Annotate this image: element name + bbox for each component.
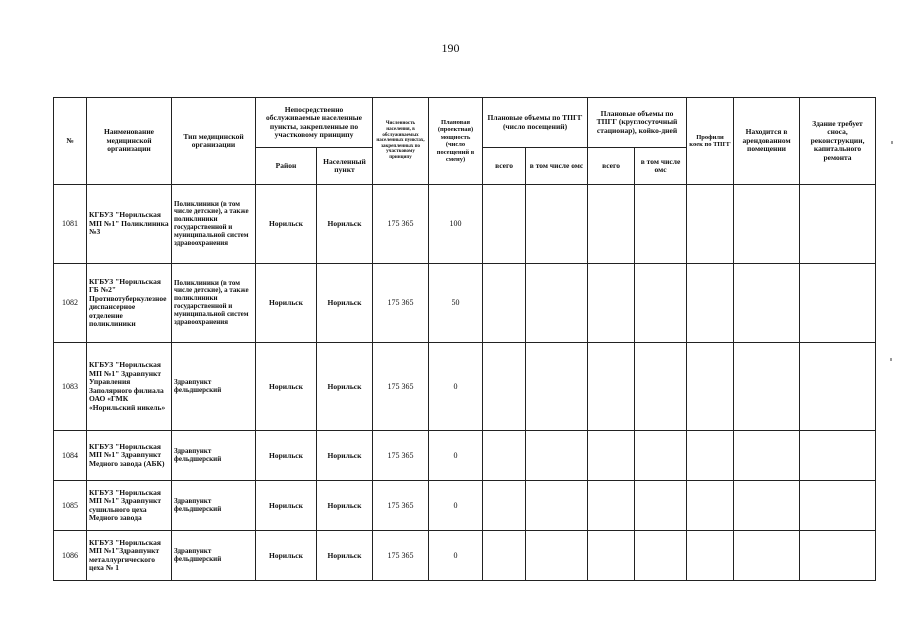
header-building: Здание требует сноса, реконструкции, капитального ремонта xyxy=(800,98,876,185)
beds-oms-cell xyxy=(635,531,687,581)
visits-total-cell xyxy=(483,481,526,531)
building-cell xyxy=(800,481,876,531)
page-number: 190 xyxy=(441,41,460,55)
table-body xyxy=(54,185,876,581)
capacity-cell: 0 xyxy=(429,343,483,431)
profiles-cell xyxy=(687,185,734,264)
profiles-cell xyxy=(687,264,734,343)
profiles-cell xyxy=(687,481,734,531)
population-cell: 175 365 xyxy=(373,431,429,481)
header-med-type: Тип медицинской организации xyxy=(172,98,256,185)
capacity-cell: 0 xyxy=(429,431,483,481)
row-number: 1081 xyxy=(54,185,87,264)
visits-oms-cell xyxy=(526,264,588,343)
leased-cell xyxy=(734,264,800,343)
beds-total-cell xyxy=(588,343,635,431)
scan-mark xyxy=(890,358,892,361)
row-number: 1082 xyxy=(54,264,87,343)
population-cell: 175 365 xyxy=(373,531,429,581)
district-cell: Норильск xyxy=(256,431,317,481)
med-type-cell: Здравпункт фельдшерский xyxy=(172,343,256,431)
building-cell xyxy=(800,185,876,264)
beds-oms-cell xyxy=(635,185,687,264)
district-cell: Норильск xyxy=(256,264,317,343)
settlement-cell: Норильск xyxy=(317,531,373,581)
visits-total-cell xyxy=(483,531,526,581)
header-org-name: Наименование медицинской организации xyxy=(87,98,172,185)
beds-oms-cell xyxy=(635,264,687,343)
settlement-cell: Норильск xyxy=(317,481,373,531)
header-population: Численность населения, в обслуживаемых населенных пунктах, закрепленных по участковому принципу xyxy=(373,98,429,185)
population-cell: 175 365 xyxy=(373,264,429,343)
row-number: 1083 xyxy=(54,343,87,431)
district-cell: Норильск xyxy=(256,185,317,264)
row-number: 1085 xyxy=(54,481,87,531)
visits-oms-cell xyxy=(526,481,588,531)
leased-cell xyxy=(734,431,800,481)
capacity-cell: 100 xyxy=(429,185,483,264)
header-visits-oms: в том числе омс xyxy=(526,148,588,185)
org-name-cell: КГБУЗ "Норильская ГБ №2" Противотуберкулезное диспансерное отделение поликлиники xyxy=(87,264,172,343)
org-name-cell: КГБУЗ "Норильская МП №1" Поликлиника №3 xyxy=(87,185,172,264)
header-settlement: Населенный пункт xyxy=(317,148,373,185)
building-cell xyxy=(800,264,876,343)
capacity-cell: 50 xyxy=(429,264,483,343)
beds-oms-cell xyxy=(635,431,687,481)
leased-cell xyxy=(734,531,800,581)
visits-total-cell xyxy=(483,264,526,343)
table-row xyxy=(54,481,876,531)
header-no: № xyxy=(54,98,87,185)
profiles-cell xyxy=(687,431,734,481)
med-type-cell: Поликлиники (в том числе детские), а также поликлиники государственной и муниципальной систем здравоохранения xyxy=(172,185,256,264)
beds-total-cell xyxy=(588,264,635,343)
capacity-cell: 0 xyxy=(429,531,483,581)
profiles-cell xyxy=(687,531,734,581)
table-row xyxy=(54,185,876,264)
visits-total-cell xyxy=(483,431,526,481)
capacity-cell: 0 xyxy=(429,481,483,531)
visits-total-cell xyxy=(483,185,526,264)
org-name-cell: КГБУЗ "Норильская МП №1" Здравпункт Управления Заполярного филиала ОАО «ГМК «Норильский никель» xyxy=(87,343,172,431)
district-cell: Норильск xyxy=(256,481,317,531)
row-number: 1086 xyxy=(54,531,87,581)
header-profiles: Профили коек по ТПГГ xyxy=(687,98,734,185)
building-cell xyxy=(800,431,876,481)
row-number: 1084 xyxy=(54,431,87,481)
settlement-cell: Норильск xyxy=(317,185,373,264)
beds-total-cell xyxy=(588,531,635,581)
header-leased: Находится в арендованном помещении xyxy=(734,98,800,185)
population-cell: 175 365 xyxy=(373,185,429,264)
district-cell: Норильск xyxy=(256,343,317,431)
header-capacity: Плановая (проектная) мощность (число посещений в смену) xyxy=(429,98,483,185)
med-type-cell: Здравпункт фельдшерский xyxy=(172,481,256,531)
building-cell xyxy=(800,531,876,581)
header-tpgg-beds: Плановые объемы по ТПГГ (круглосуточный стационар), койко-дней xyxy=(588,98,687,148)
org-name-cell: КГБУЗ "Норильская МП №1" Здравпункт сушильного цеха Медного завода xyxy=(87,481,172,531)
header-beds-oms: в том числе омс xyxy=(635,148,687,185)
table-row xyxy=(54,343,876,431)
med-type-cell: Здравпункт фельдшерский xyxy=(172,531,256,581)
settlement-cell: Норильск xyxy=(317,264,373,343)
header-visits-total: всего xyxy=(483,148,526,185)
org-name-cell: КГБУЗ "Норильская МП №1" Здравпункт Медного завода (АБК) xyxy=(87,431,172,481)
header-beds-total: всего xyxy=(588,148,635,185)
visits-oms-cell xyxy=(526,531,588,581)
settlement-cell: Норильск xyxy=(317,343,373,431)
district-cell: Норильск xyxy=(256,531,317,581)
leased-cell xyxy=(734,481,800,531)
visits-oms-cell xyxy=(526,185,588,264)
table-row xyxy=(54,264,876,343)
visits-oms-cell xyxy=(526,431,588,481)
profiles-cell xyxy=(687,343,734,431)
header-tpgg-visits: Плановые объемы по ТПГГ (число посещений) xyxy=(483,98,588,148)
beds-total-cell xyxy=(588,481,635,531)
header-served-settlements: Непосредственно обслуживаемые населенные пункты, закрепленные по участковому принципу xyxy=(256,98,373,148)
header-district: Район xyxy=(256,148,317,185)
beds-oms-cell xyxy=(635,481,687,531)
org-name-cell: КГБУЗ "Норильская МП №1"Здравпункт металлургического цеха № 1 xyxy=(87,531,172,581)
scan-mark xyxy=(891,141,893,144)
med-type-cell: Здравпункт фельдшерский xyxy=(172,431,256,481)
population-cell: 175 365 xyxy=(373,343,429,431)
table-row xyxy=(54,531,876,581)
population-cell: 175 365 xyxy=(373,481,429,531)
leased-cell xyxy=(734,185,800,264)
beds-total-cell xyxy=(588,185,635,264)
leased-cell xyxy=(734,343,800,431)
beds-oms-cell xyxy=(635,343,687,431)
visits-total-cell xyxy=(483,343,526,431)
building-cell xyxy=(800,343,876,431)
table-row xyxy=(54,431,876,481)
med-type-cell: Поликлиники (в том числе детские), а также поликлиники государственной и муниципальной систем здравоохранения xyxy=(172,264,256,343)
medical-organizations-table xyxy=(53,97,876,581)
beds-total-cell xyxy=(588,431,635,481)
visits-oms-cell xyxy=(526,343,588,431)
settlement-cell: Норильск xyxy=(317,431,373,481)
